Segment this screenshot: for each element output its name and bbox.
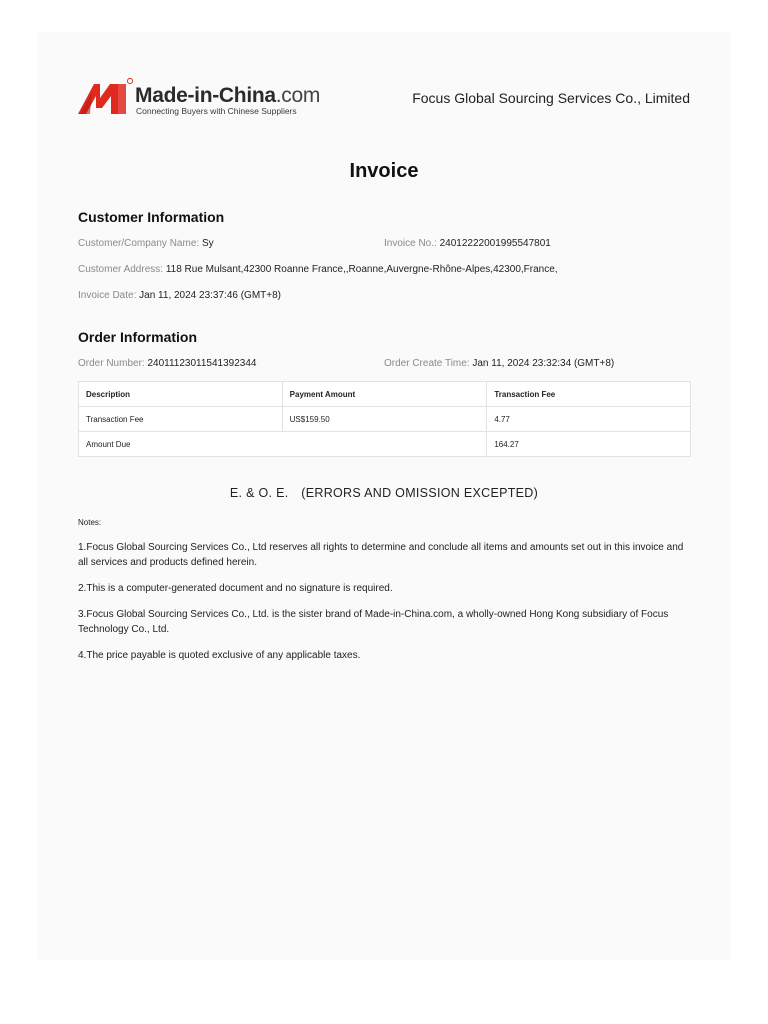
- invoice-no-value: 24012222001995547801: [439, 238, 551, 249]
- note-item: 4.The price payable is quoted exclusive of any applicable taxes.: [78, 650, 361, 661]
- logo-wordmark: Made-in-China.com: [135, 84, 321, 107]
- order-number-field: [78, 358, 256, 369]
- customer-section-title: Customer Information: [78, 209, 225, 225]
- table-cell: Transaction Fee: [79, 407, 283, 432]
- order-create-time-value: Jan 11, 2024 23:32:34 (GMT+8): [472, 358, 615, 369]
- note-item: 2.This is a computer-generated document and no signature is required.: [78, 583, 393, 594]
- invoice-page: [38, 32, 730, 960]
- page-title: Invoice: [349, 160, 419, 182]
- note-item: 1.Focus Global Sourcing Services Co., Ltd reserves all rights to determine and conclude all items and amounts set out in this invoice and all services and products defined herein.: [78, 542, 684, 568]
- eoe-statement: E. & O. E. (ERRORS AND OMISSION EXCEPTED): [229, 486, 539, 500]
- order-number-value: 24011123011541392344: [147, 358, 257, 369]
- order-table: [78, 381, 691, 457]
- order-create-time-field: [384, 358, 614, 369]
- note-item: 3.Focus Global Sourcing Services Co., Ltd. is the sister brand of Made-in-China.com, a wholly-owned Hong Kong subsidiary of Focus Technology Co., Ltd.: [78, 609, 669, 635]
- customer-name-label: Customer/Company Name:: [78, 238, 200, 249]
- invoice-date-value: Jan 11, 2024 23:37:46 (GMT+8): [139, 290, 282, 301]
- customer-name-field: [78, 238, 214, 249]
- table-cell: Amount Due: [79, 432, 487, 457]
- invoice-no-label: Invoice No.:: [384, 238, 437, 249]
- column-header-transaction-fee: Transaction Fee: [487, 382, 691, 407]
- company-name: Focus Global Sourcing Services Co., Limited: [412, 90, 690, 106]
- column-header-payment-amount: Payment Amount: [282, 382, 487, 407]
- notes-label: Notes:: [78, 518, 102, 527]
- made-in-china-m-icon: [78, 78, 134, 116]
- invoice-header: [78, 78, 690, 118]
- order-section-title: Order Information: [78, 329, 198, 345]
- order-number-label: Order Number:: [78, 358, 145, 369]
- table-header-row: [79, 382, 691, 407]
- table-row: [79, 432, 691, 457]
- customer-address-label: Customer Address:: [78, 264, 164, 275]
- table-cell: US$159.50: [282, 407, 487, 432]
- invoice-date-field: [78, 290, 281, 301]
- table-cell: 4.77: [487, 407, 691, 432]
- order-create-time-label: Order Create Time:: [384, 358, 470, 369]
- invoice-date-label: Invoice Date:: [78, 290, 137, 301]
- made-in-china-logo: [78, 78, 321, 118]
- table-cell: 164.27: [487, 432, 691, 457]
- invoice-no-field: [384, 238, 551, 249]
- logo-tagline: Connecting Buyers with Chinese Suppliers: [136, 106, 297, 116]
- column-header-description: Description: [79, 382, 283, 407]
- customer-address-field: [78, 264, 558, 275]
- table-row: [79, 407, 691, 432]
- customer-address-value: 118 Rue Mulsant,42300 Roanne France,,Roanne,Auvergne-Rhône-Alpes,42300,France,: [165, 264, 558, 275]
- customer-name-value: Sy: [201, 238, 214, 249]
